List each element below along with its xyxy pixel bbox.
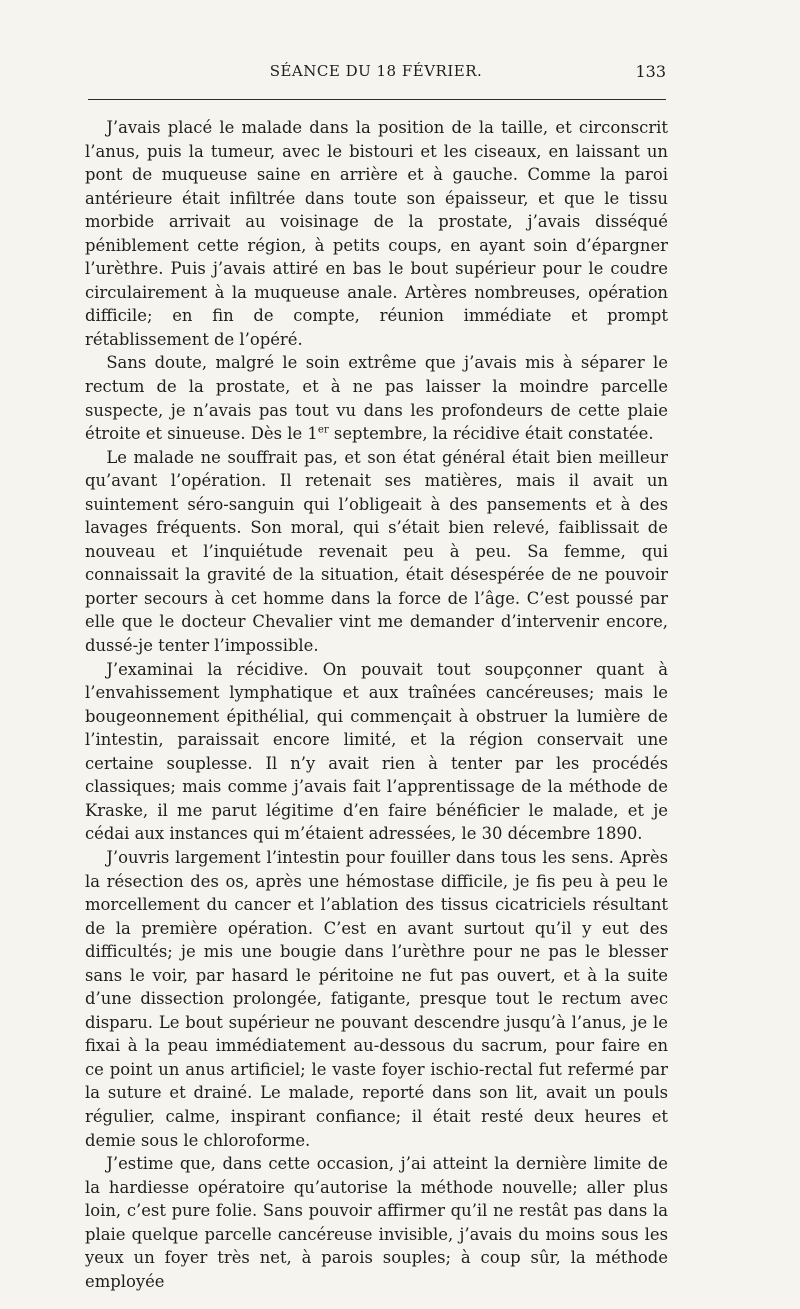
paragraph: Le malade ne souffrait pas, et son état général était bien meilleur qu’avant l’opération. Il retenait ses matières, mais il avait un suintement séro-sanguin qui l’obligeait à des pansements et à des lavages fréquents. Son moral, qui s’était bien relevé, faiblissait de nouveau et l’inquiétude revenait peu à peu. Sa femme, qui connaissait la gravité de la situation, était désespérée de ne pouvoir porter secours à cet homme dans la force de l’âge. C’est poussé par elle que le docteur Chevalier vint me demander d’intervenir encore, dussé-je tenter l’impossible. bbox=[85, 447, 668, 656]
running-title: SÉANCE DU 18 FÉVRIER. bbox=[269, 62, 483, 80]
page-number: 133 bbox=[635, 62, 666, 81]
body-text bbox=[85, 116, 668, 1293]
header-rule bbox=[88, 99, 666, 100]
page-header bbox=[86, 62, 666, 88]
paragraph: J’avais placé le malade dans la position de la taille, et circonscrit l’anus, puis la tumeur, avec le bistouri et les ciseaux, en laissant un pont de muqueuse saine en arrière et à gauche. Comme la paroi antérieure était infiltrée dans toute son épaisseur, et que le tissu morbide arrivait au voisinage de la prostate, j’avais disséqué péniblement cette région, à petits coups, en ayant soin d’épargner l’urèthre. Puis j’avais attiré en bas le bout supérieur pour le coudre circulairement à la muqueuse anale. Artères nombreuses, opération difficile; en fin de compte, réunion immédiate et prompt rétablissement de l’opéré. bbox=[85, 118, 668, 349]
paragraph-text: septembre, la récidive était constatée. bbox=[328, 424, 654, 444]
paragraph-text: Sans doute, malgré le soin extrême que j’avais mis à séparer le rectum de la prostate, et à ne pas laisser la moindre parcelle suspecte, je n’avais pas tout vu dans les profondeurs de cette plaie étroite et sinueuse. Dès le 1 bbox=[85, 353, 668, 444]
paragraph: J’ouvris largement l’intestin pour fouiller dans tous les sens. Après la résection des os, après une hémostase difficile, je fis peu à peu le morcellement du cancer et l’ablation des tissus cicatriciels résultant de la première opération. C’est en avant surtout qu’il y eut des difficultés; je mis une bougie dans l’urèthre pour ne pas le blesser sans le voir, par hasard le péritoine ne fut pas ouvert, et à la suite d’une dissection prolongée, fatigante, presque tout le rectum avec disparu. Le bout supérieur ne pouvant descendre jusqu’à l’anus, je le fixai à la peau immédiatement au-dessous du sacrum, pour faire en ce point un anus artificiel; le vaste foyer ischio-rectal fut refermé par la suture et drainé. Le malade, reporté dans son lit, avait un pouls régulier, calme, inspirant confiance; il était resté deux heures et demie sous le chloroforme. bbox=[85, 847, 668, 1150]
paragraph: J’examinai la récidive. On pouvait tout soupçonner quant à l’envahissement lymphatique et aux traînées cancéreuses; mais le bougeonnement épithélial, qui commençait à obstruer la lumière de l’intestin, paraissait encore limité, et la région conservait une certaine souplesse. Il n’y avait rien à tenter par les procédés classiques; mais comme j’avais fait l’apprentissage de la méthode de Kraske, il me parut légitime d’en faire bénéficier le malade, et je cédai aux instances qui m’étaient adressées, le 30 décembre 1890. bbox=[85, 659, 668, 844]
paragraph: J’estime que, dans cette occasion, j’ai atteint la dernière limite de la hardiesse opératoire qu’autorise la méthode nouvelle; aller plus loin, c’est pure folie. Sans pouvoir affirmer qu’il ne restât pas dans la plaie quelque parcelle cancéreuse invisible, j’avais du moins sous les yeux un foyer très net, à parois souples; à coup sûr, la méthode employée bbox=[85, 1154, 668, 1291]
paragraph bbox=[85, 351, 668, 445]
ordinal-superscript: er bbox=[317, 424, 329, 436]
